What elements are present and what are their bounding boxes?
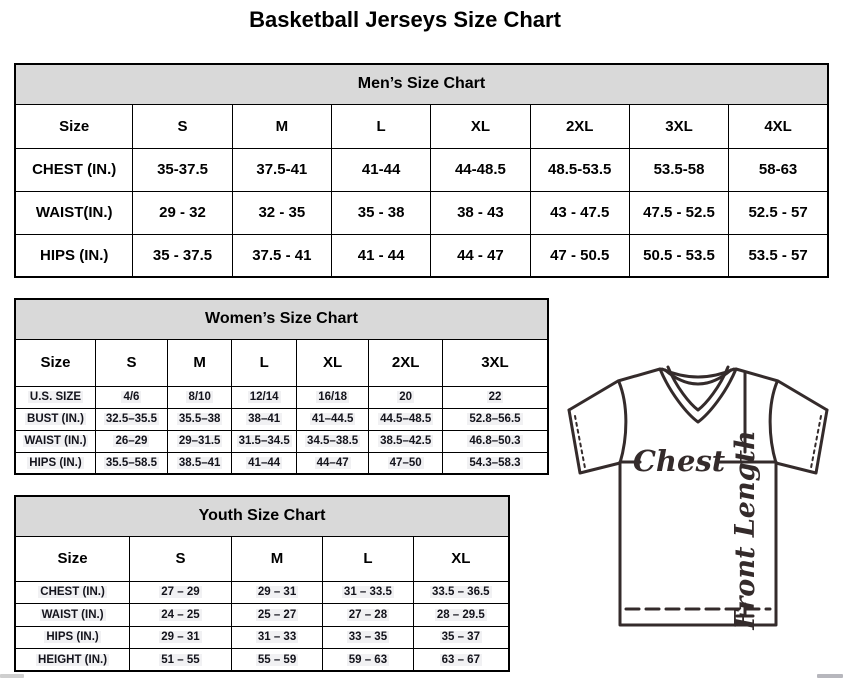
jersey-measurement-diagram [560,362,835,662]
row-label [15,604,130,627]
data-cell: 44-48.5 [431,148,530,191]
data-cell-text: 41–44.5 [311,413,354,425]
data-cell: 58-63 [729,148,828,191]
header-cell: L [232,339,296,386]
header-cell: M [232,104,331,148]
table-row [15,604,509,627]
table-row [15,649,509,672]
data-cell: 53.5-58 [629,148,728,191]
data-cell [442,430,548,452]
data-cell [296,408,368,430]
data-cell [130,604,232,627]
data-cell-text: 41–44 [248,456,281,469]
youth-table-title: Youth Size Chart [15,496,509,536]
header-cell: S [133,104,232,148]
womens-table-title: Women’s Size Chart [15,299,548,339]
data-cell: 35 - 37.5 [133,234,232,277]
data-cell [369,452,443,474]
data-cell-text: 29 – 31 [257,586,297,599]
data-cell-text: 44.5–48.5 [380,413,432,425]
table-row [15,64,828,104]
chest-label: Chest [632,444,726,478]
data-cell [413,626,509,649]
data-cell: 41-44 [331,148,430,191]
row-label-text: WAIST (IN.) [41,608,104,621]
data-cell-text: 35.5–58.5 [105,456,158,469]
table-row [15,430,548,452]
header-cell: Size [15,339,95,386]
data-cell-text: 38.5–42.5 [380,435,432,447]
data-cell-text: 27 – 29 [161,586,200,599]
data-cell-text: 35.5–38 [178,413,221,425]
page-title: Basketball Jerseys Size Chart [249,7,561,32]
mens-table-title: Men’s Size Chart [15,64,828,104]
data-cell-text: 31 – 33 [257,631,297,644]
data-cell-text: 46.8–50.3 [469,435,521,447]
data-cell-text: 22 [488,391,502,403]
header-cell: M [167,339,231,386]
jersey-left-sleeve [569,410,620,473]
header-cell: M [231,536,322,581]
data-cell-text: 63 – 67 [441,653,480,666]
jersey-right-sleeve [776,410,827,473]
row-label-text: HIPS (IN.) [29,456,82,469]
womens-size-chart-table [14,298,549,475]
front-length-label: Front Length [730,430,761,630]
table-row [15,536,509,581]
data-cell-text: 24 – 25 [161,608,200,621]
header-cell: Size [15,104,133,148]
header-cell: 2XL [530,104,629,148]
data-cell [167,386,231,408]
data-cell: 35-37.5 [133,148,232,191]
data-cell [442,386,548,408]
data-cell: 53.5 - 57 [729,234,828,277]
data-cell [413,604,509,627]
data-cell-text: 33.5 – 36.5 [432,586,490,599]
row-label [15,430,95,452]
row-label [15,408,95,430]
data-cell [95,386,167,408]
data-cell-text: 51 – 55 [161,653,200,666]
data-cell [95,408,167,430]
data-cell [323,649,413,672]
row-label-text: WAIST (IN.) [24,435,87,447]
header-cell: L [331,104,430,148]
data-cell: 38 - 43 [431,191,530,234]
jersey-right-shoulder [736,369,827,410]
data-cell-text: 29–31.5 [178,435,221,447]
data-cell [231,581,322,604]
data-cell-text: 52.8–56.5 [469,413,521,425]
data-cell [369,408,443,430]
table-row [15,299,548,339]
data-cell-text: 25 – 27 [257,608,297,621]
table-row [15,148,828,191]
data-cell: 47 - 50.5 [530,234,629,277]
data-cell [232,430,296,452]
header-cell: XL [413,536,509,581]
data-cell: 43 - 47.5 [530,191,629,234]
row-label-text: CHEST (IN.) [40,586,105,599]
mens-size-chart-table [14,63,829,278]
table-row [15,339,548,386]
header-cell: S [95,339,167,386]
data-cell [231,604,322,627]
header-cell: 3XL [629,104,728,148]
data-cell [130,626,232,649]
data-cell-text: 54.3–58.3 [469,456,521,469]
data-cell: 47.5 - 52.5 [629,191,728,234]
header-cell: 3XL [442,339,548,386]
table-row [15,581,509,604]
header-cell: L [323,536,413,581]
youth-size-chart-table [14,495,510,672]
data-cell-text: 12/14 [249,391,279,403]
data-cell-text: 31 – 33.5 [343,586,392,599]
data-cell: 44 - 47 [431,234,530,277]
jersey-left-armhole-seam [619,382,626,463]
data-cell [167,452,231,474]
data-cell-text: 29 – 31 [161,631,200,644]
data-cell-text: 44–47 [316,456,349,469]
data-cell [95,430,167,452]
data-cell-text: 16/18 [318,391,348,403]
data-cell [130,581,232,604]
data-cell [167,408,231,430]
data-cell-text: 4/6 [123,391,140,403]
table-row [15,408,548,430]
data-cell-text: 38.5–41 [178,456,221,469]
data-cell-text: 28 – 29.5 [436,608,485,621]
row-label [15,649,130,672]
data-cell-text: 27 – 28 [348,608,388,621]
data-cell [130,649,232,672]
data-cell [296,430,368,452]
data-cell [296,452,368,474]
data-cell [323,581,413,604]
data-cell [442,452,548,474]
data-cell-text: 47–50 [389,456,422,469]
data-cell-text: 20 [399,391,413,403]
data-cell: 52.5 - 57 [729,191,828,234]
data-cell-text: 26–29 [115,435,148,447]
row-label-text: BUST (IN.) [27,413,84,425]
data-cell [413,581,509,604]
row-label-text: HEIGHT (IN.) [38,653,108,666]
data-cell [232,452,296,474]
table-row [15,191,828,234]
table-row [15,234,828,277]
header-cell: Size [15,536,130,581]
table-row [15,386,548,408]
row-label: HIPS (IN.) [15,234,133,277]
data-cell [95,452,167,474]
data-cell [323,604,413,627]
data-cell-text: 38–41 [248,413,281,425]
horizontal-scrollbar-fragment-right[interactable] [817,674,843,678]
data-cell: 37.5-41 [232,148,331,191]
data-cell-text: 59 – 63 [348,653,388,666]
header-cell: 2XL [369,339,443,386]
horizontal-scrollbar-fragment-left[interactable] [0,674,24,678]
data-cell [323,626,413,649]
data-cell: 50.5 - 53.5 [629,234,728,277]
table-row [15,626,509,649]
jersey-left-shoulder [569,369,660,410]
data-cell-text: 55 – 59 [257,653,297,666]
data-cell-text: 35 – 37 [441,631,480,644]
row-label [15,452,95,474]
data-cell [442,408,548,430]
row-label-text: HIPS (IN.) [46,631,99,644]
data-cell-text: 34.5–38.5 [307,435,359,447]
header-cell: XL [431,104,530,148]
table-row [15,452,548,474]
data-cell: 35 - 38 [331,191,430,234]
data-cell-text: 8/10 [188,391,211,403]
data-cell [369,386,443,408]
jersey-right-armhole-seam [770,382,777,463]
row-label [15,626,130,649]
row-label [15,581,130,604]
data-cell [231,649,322,672]
data-cell: 32 - 35 [232,191,331,234]
data-cell [296,386,368,408]
data-cell [231,626,322,649]
data-cell [232,408,296,430]
data-cell-text: 31.5–34.5 [238,435,290,447]
header-cell: XL [296,339,368,386]
data-cell [413,649,509,672]
row-label: CHEST (IN.) [15,148,133,191]
data-cell: 48.5-53.5 [530,148,629,191]
header-cell: S [130,536,232,581]
data-cell-text: 32.5–35.5 [105,413,158,425]
header-cell: 4XL [729,104,828,148]
data-cell-text: 33 – 35 [348,631,388,644]
data-cell [167,430,231,452]
data-cell: 41 - 44 [331,234,430,277]
table-row [15,104,828,148]
data-cell [232,386,296,408]
data-cell: 37.5 - 41 [232,234,331,277]
row-label [15,386,95,408]
table-row [15,496,509,536]
row-label: WAIST(IN.) [15,191,133,234]
row-label-text: U.S. SIZE [29,391,82,403]
data-cell [369,430,443,452]
data-cell: 29 - 32 [133,191,232,234]
